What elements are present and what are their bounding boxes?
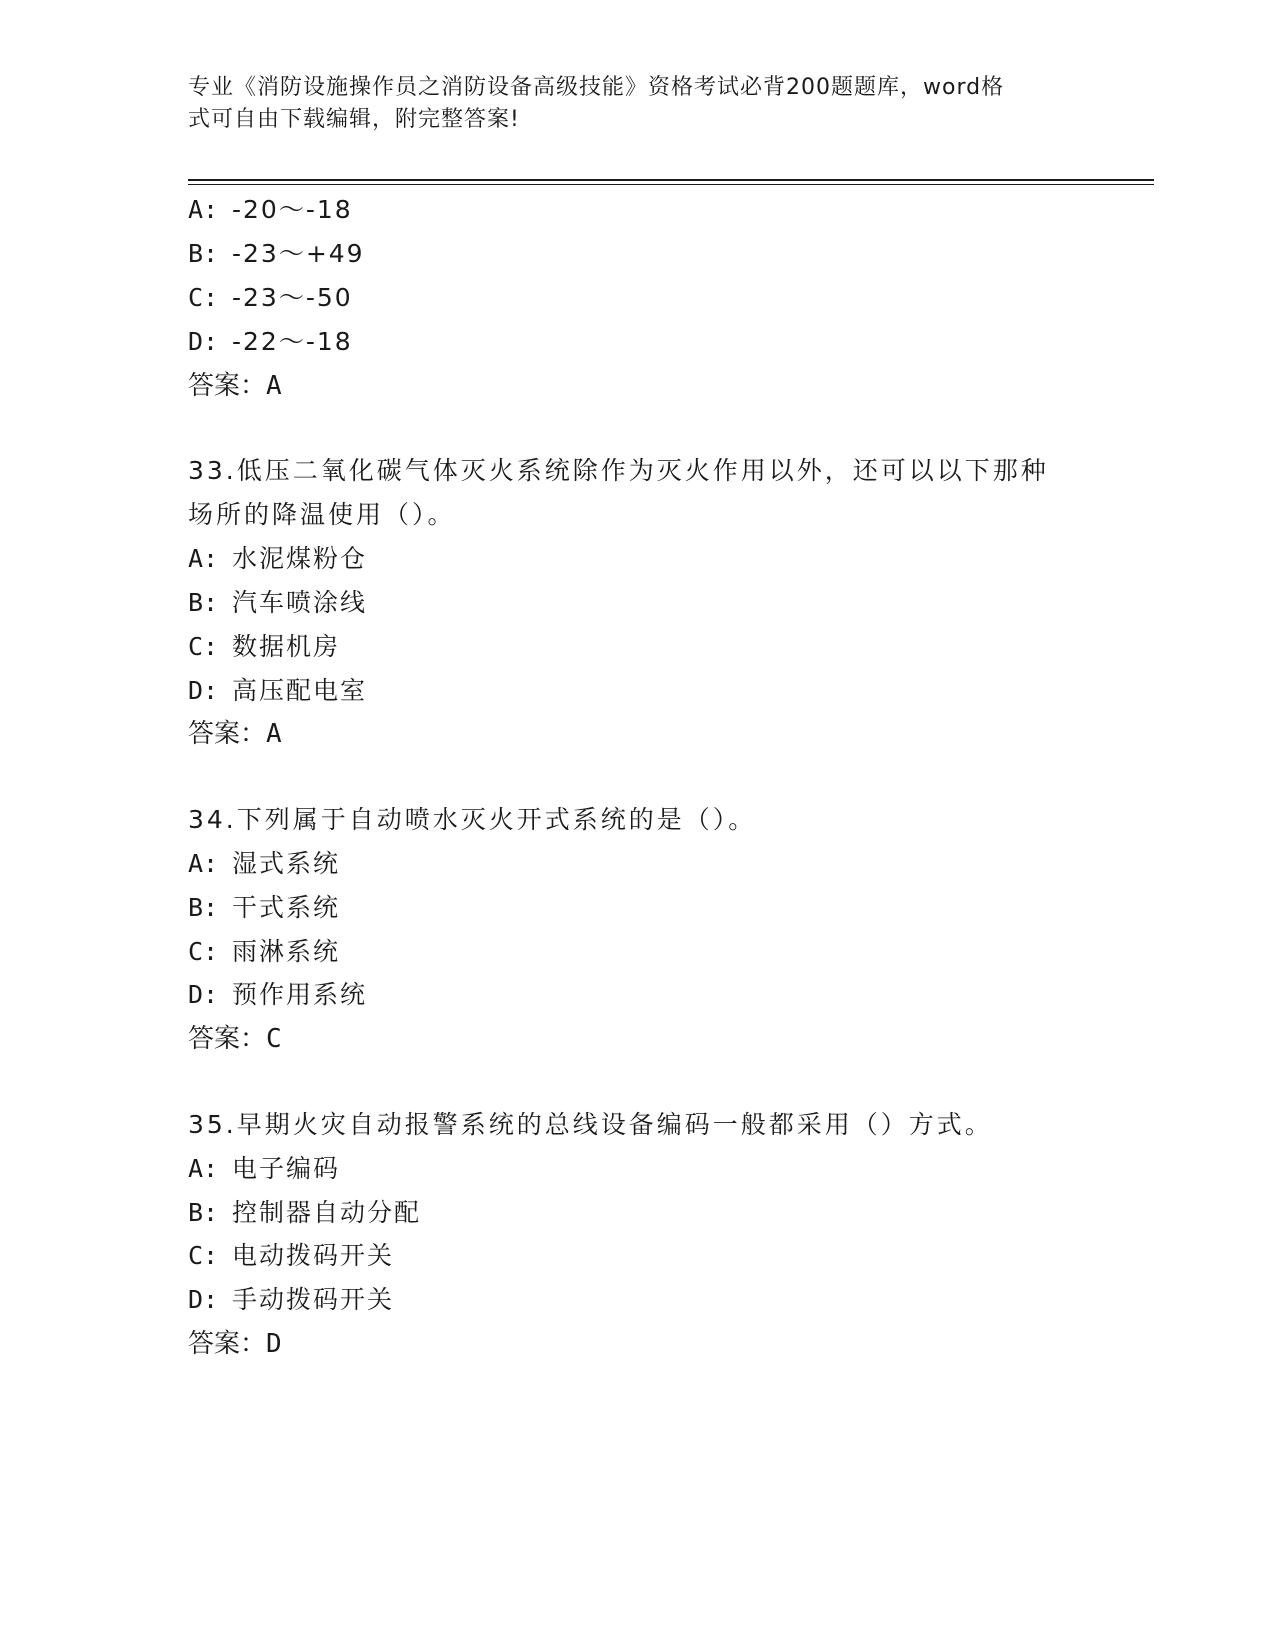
q35-option-c bbox=[188, 1239, 394, 1273]
q35-stem-line-1: 35.早期火灾自动报警系统的总线设备编码一般都采用（）方式。 bbox=[188, 1110, 993, 1139]
header-divider-thick bbox=[188, 179, 1154, 181]
option-text: 雨淋系统 bbox=[232, 937, 341, 966]
option-text: 数据机房 bbox=[232, 632, 341, 661]
option-letter: A: bbox=[188, 849, 219, 878]
answer-value: C bbox=[266, 1024, 282, 1054]
q35-answer bbox=[188, 1327, 282, 1361]
option-letter: A: bbox=[188, 1154, 219, 1183]
answer-label: 答案： bbox=[188, 719, 267, 749]
header-line-2: 式可自由下载编辑，附完整答案! bbox=[188, 107, 520, 132]
q33-option-a bbox=[188, 542, 367, 576]
q34-option-c bbox=[188, 935, 340, 969]
option-text: 控制器自动分配 bbox=[232, 1198, 422, 1227]
answer-value: D bbox=[266, 1329, 282, 1359]
q35-option-a bbox=[188, 1152, 340, 1186]
option-letter: D: bbox=[188, 980, 219, 1009]
q35-option-b bbox=[188, 1196, 421, 1230]
q34-option-d bbox=[188, 978, 367, 1012]
q35-option-d bbox=[188, 1283, 394, 1317]
q32-option-a bbox=[188, 193, 353, 227]
option-letter: D: bbox=[188, 327, 219, 356]
option-letter: C: bbox=[188, 632, 219, 661]
q33-option-b bbox=[188, 586, 367, 620]
q34-option-b bbox=[188, 891, 340, 925]
option-letter: B: bbox=[188, 588, 219, 617]
option-letter: C: bbox=[188, 937, 219, 966]
option-letter: B: bbox=[188, 1198, 219, 1227]
option-letter: D: bbox=[188, 676, 219, 705]
option-letter: C: bbox=[188, 283, 219, 312]
option-letter: C: bbox=[188, 1241, 219, 1270]
q33-stem-line-2: 场所的降温使用（）。 bbox=[188, 500, 456, 529]
option-letter: A: bbox=[188, 195, 219, 224]
option-letter: D: bbox=[188, 1285, 219, 1314]
option-text: 电子编码 bbox=[232, 1154, 341, 1183]
document-header bbox=[188, 72, 1088, 136]
option-text: 湿式系统 bbox=[232, 849, 341, 878]
option-text: -20～-18 bbox=[232, 195, 353, 224]
option-text: 高压配电室 bbox=[232, 676, 368, 705]
option-text: 干式系统 bbox=[232, 893, 341, 922]
option-text: 电动拨码开关 bbox=[232, 1241, 395, 1270]
option-text: 汽车喷涂线 bbox=[232, 588, 368, 617]
option-text: 水泥煤粉仓 bbox=[232, 544, 368, 573]
q33-stem-line-1: 33.低压二氧化碳气体灭火系统除作为灭火作用以外，还可以以下那种 bbox=[188, 456, 1049, 485]
q32-option-b bbox=[188, 237, 365, 271]
option-letter: B: bbox=[188, 893, 219, 922]
answer-label: 答案： bbox=[188, 1329, 267, 1359]
answer-label: 答案： bbox=[188, 371, 267, 401]
q33-option-d bbox=[188, 674, 367, 708]
header-line-1: 专业《消防设施操作员之消防设备高级技能》资格考试必背200题题库，word格 bbox=[188, 75, 1005, 100]
option-text: -23～-50 bbox=[232, 283, 353, 312]
option-letter: A: bbox=[188, 544, 219, 573]
option-text: 手动拨码开关 bbox=[232, 1285, 395, 1314]
q34-answer bbox=[188, 1022, 282, 1056]
q33-answer bbox=[188, 717, 282, 751]
q32-answer bbox=[188, 369, 282, 403]
answer-value: A bbox=[266, 719, 282, 749]
q33-option-c bbox=[188, 630, 340, 664]
option-text: -23～+49 bbox=[232, 239, 365, 268]
answer-value: A bbox=[266, 371, 282, 401]
header-divider-thin bbox=[188, 184, 1154, 185]
option-text: -22～-18 bbox=[232, 327, 353, 356]
answer-label: 答案： bbox=[188, 1024, 267, 1054]
q32-option-d bbox=[188, 325, 353, 359]
q34-stem-line-1: 34.下列属于自动喷水灭火开式系统的是（）。 bbox=[188, 805, 757, 834]
q32-option-c bbox=[188, 281, 353, 315]
q34-option-a bbox=[188, 847, 340, 881]
option-letter: B: bbox=[188, 239, 219, 268]
option-text: 预作用系统 bbox=[232, 980, 368, 1009]
